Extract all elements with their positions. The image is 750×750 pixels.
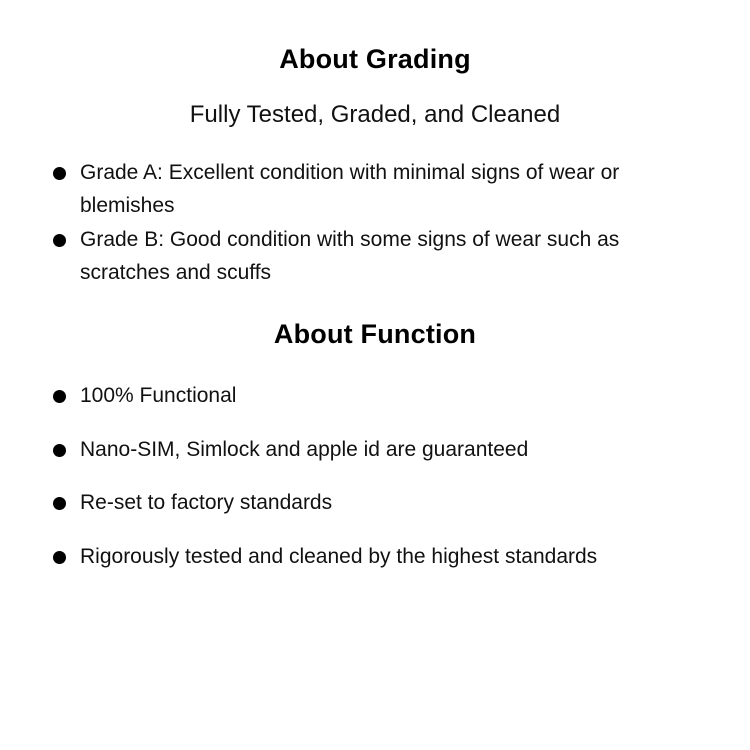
list-item bbox=[48, 541, 702, 574]
list-item-text: 100% Functional bbox=[80, 384, 237, 408]
bullet-dot-icon bbox=[53, 167, 66, 180]
list-item bbox=[48, 487, 702, 520]
bullet-dot-icon bbox=[53, 234, 66, 247]
list-item-text: Rigorously tested and cleaned by the highest standards bbox=[80, 544, 598, 568]
list-item bbox=[48, 434, 702, 467]
bullet-dot-icon bbox=[53, 390, 66, 403]
list-item-text: Grade A: Excellent condition with minimal signs of wear or blemishes bbox=[80, 161, 620, 217]
list-item bbox=[48, 224, 702, 289]
bullet-dot-icon bbox=[53, 444, 66, 457]
about-grading-title: About Grading bbox=[279, 44, 471, 74]
about-function-title: About Function bbox=[273, 319, 477, 350]
function-bullet-list bbox=[48, 380, 702, 573]
bullet-dot-icon bbox=[53, 551, 66, 564]
grading-bullet-list bbox=[48, 157, 702, 289]
list-item bbox=[48, 157, 702, 222]
list-item-text: Re-set to factory standards bbox=[80, 491, 333, 515]
bullet-dot-icon bbox=[53, 497, 66, 510]
list-item-text: Grade B: Good condition with some signs of wear such as scratches and scuffs bbox=[80, 228, 620, 284]
list-item bbox=[48, 380, 702, 413]
list-item-text: Nano-SIM, Simlock and apple id are guaranteed bbox=[80, 437, 529, 461]
grading-subtitle: Fully Tested, Graded, and Cleaned bbox=[189, 101, 561, 128]
